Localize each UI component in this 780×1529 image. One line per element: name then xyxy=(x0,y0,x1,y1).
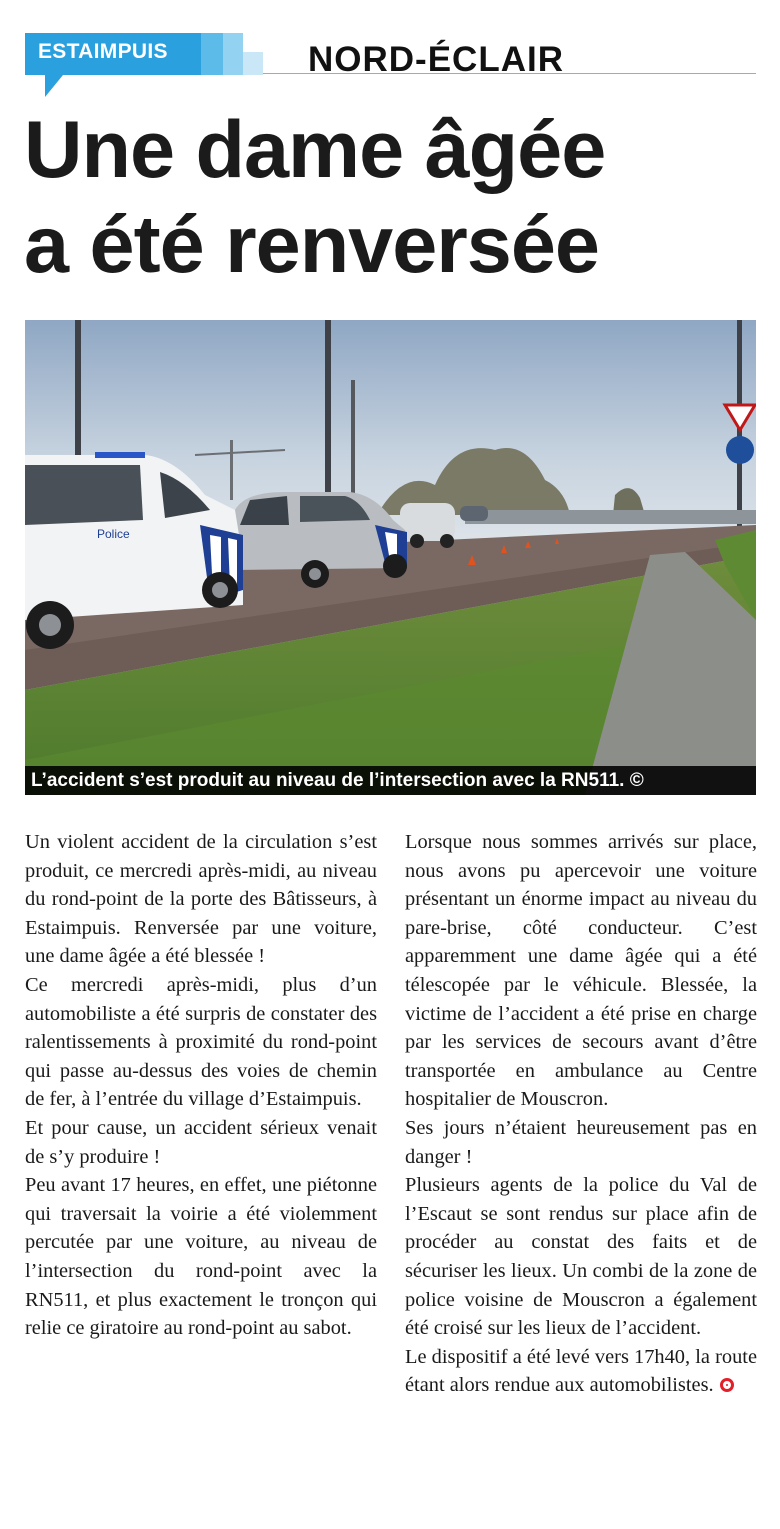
article-final-text: Le dispositif a été levé vers 17h40, la route étant alors rendue aux automobilistes. xyxy=(405,1345,757,1397)
section-tag-pointer xyxy=(45,75,63,97)
publication-name: NORD-ÉCLAIR xyxy=(308,40,564,79)
article-paragraph xyxy=(405,1343,757,1400)
end-of-article-icon xyxy=(720,1378,734,1392)
article-paragraph: Et pour cause, un accident sérieux venait de s’y produire ! xyxy=(25,1116,377,1168)
section-tag-label: ESTAIMPUIS xyxy=(38,40,168,63)
article-paragraph: Ce mercredi après-midi, plus d’un automobiliste a été surpris de constater des ralentissements à proximité du rond-point qui passe au-dessus des voies de chemin de fer, à l’entrée du village d’Estaimpuis. xyxy=(25,973,377,1111)
article-paragraph: Lorsque nous sommes arrivés sur place, nous avons pu apercevoir une voiture présentant un énorme impact au niveau du pare-brise, côté conducteur. C’est apparemment une dame âgée qui a été télescopée par le véhicule. Blessée, la victime de l’accident a été prise en charge par les services de secours avant d’être transportée en ambulance au Centre hospitalier de Mouscron. xyxy=(405,831,757,1111)
article-paragraph: Peu avant 17 heures, en effet, une piétonne qui traversait la voirie a été violemment percutée par une voiture, au niveau de l’intersection du rond-point avec la RN511, et plus exactement le tronçon qui relie ce giratoire au rond-point au sabot. xyxy=(25,1174,377,1340)
article-paragraph: Plusieurs agents de la police du Val de l’Escaut se sont rendus sur place afin de procéder au constat des faits et de sécuriser les lieux. Un combi de la zone de police voisine de Mouscron a également été croisé sur les lieux de l’accident. xyxy=(405,1174,757,1340)
article-paragraph: Ses jours n’étaient heureusement pas en danger ! xyxy=(405,1116,757,1168)
tag-decoration xyxy=(243,52,263,75)
headline-line: Une dame âgée xyxy=(24,105,606,195)
tag-decoration xyxy=(223,33,243,75)
article-column-right xyxy=(405,828,757,1400)
van-police-label: Police xyxy=(97,527,130,541)
article-paragraph: Un violent accident de la circulation s’est produit, ce mercredi après-midi, au niveau du rond-point de la porte des Bâtisseurs, à Estaimpuis. Renversée par une voiture, une dame âgée a été blessée ! xyxy=(25,831,377,968)
headline-line: a été renversée xyxy=(24,200,599,290)
photo-caption: L’accident s’est produit au niveau de l’intersection avec la RN511. © xyxy=(25,766,756,795)
tag-decoration xyxy=(201,33,223,75)
headline xyxy=(24,103,764,293)
article-column-left xyxy=(25,828,377,1343)
article-photo xyxy=(25,320,756,795)
